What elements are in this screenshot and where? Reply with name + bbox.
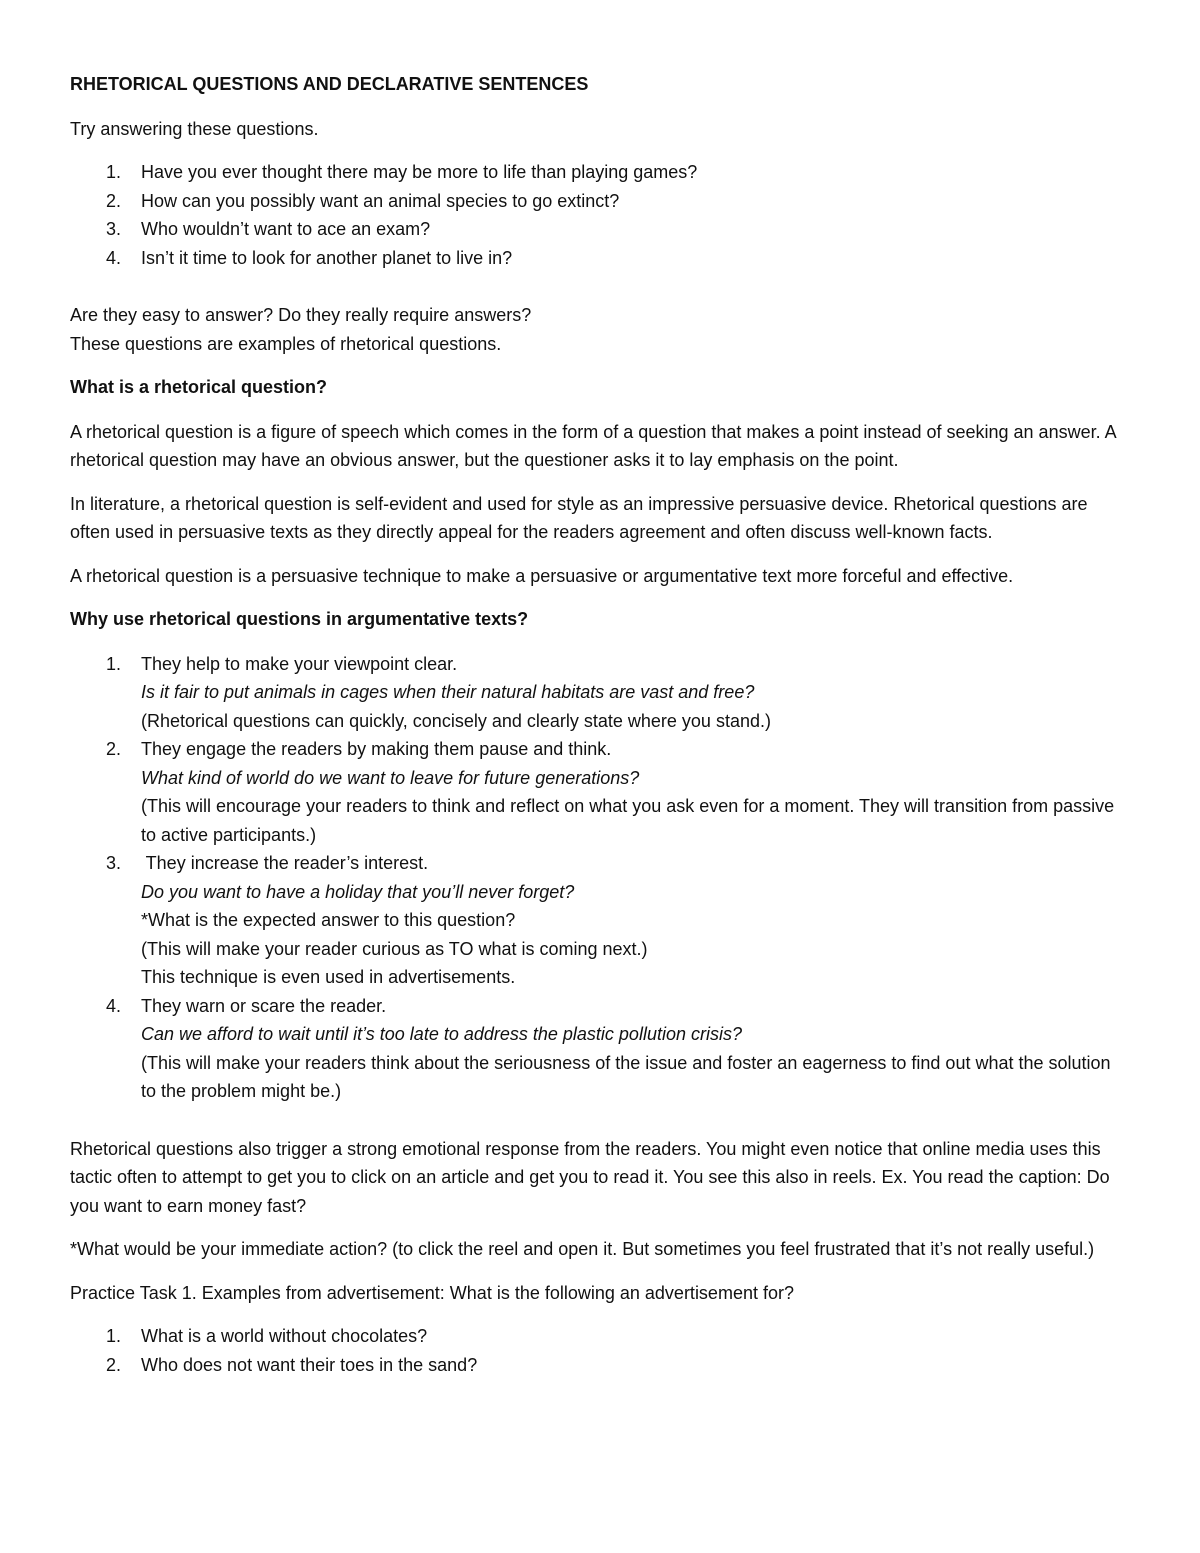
reasons-list bbox=[70, 650, 1130, 1106]
list-number: 2. bbox=[106, 1354, 122, 1375]
document-page bbox=[70, 70, 1130, 1408]
reason-example: What kind of world do we want to leave for future generations? bbox=[141, 767, 640, 788]
heading-why-use: Why use rhetorical questions in argumentative texts? bbox=[70, 609, 529, 629]
reason-main: They help to make your viewpoint clear. bbox=[141, 653, 458, 674]
list-number: 3. bbox=[106, 853, 122, 873]
list-number: 1. bbox=[106, 653, 122, 674]
list-item bbox=[70, 1351, 1130, 1380]
intro-text: Try answering these questions. bbox=[70, 118, 319, 139]
list-item bbox=[70, 187, 1130, 216]
practice-list bbox=[70, 1322, 1130, 1379]
reason-note: *What is the expected answer to this question? bbox=[141, 910, 516, 930]
list-text: How can you possibly want an animal species to go extinct? bbox=[141, 190, 620, 211]
reason-example: Can we afford to wait until it’s too late to address the plastic pollution crisis? bbox=[141, 1024, 742, 1044]
list-number: 1. bbox=[106, 162, 122, 182]
reason-example: Is it fair to put animals in cages when their natural habitats are vast and free? bbox=[141, 682, 755, 702]
reason-note: (Rhetorical questions can quickly, concisely and clearly state where you stand.) bbox=[141, 710, 771, 731]
list-text: Isn’t it time to look for another planet to live in? bbox=[141, 247, 513, 268]
reflection-line-1: Are they easy to answer? Do they really require answers? bbox=[70, 305, 532, 325]
heading-what-is: What is a rhetorical question? bbox=[70, 377, 328, 397]
list-text: Have you ever thought there may be more to life than playing games? bbox=[141, 162, 698, 182]
reason-note: (This will make your readers think about the seriousness of the issue and foster an eagerness to find out what the solution to the problem might be.) bbox=[141, 1052, 1111, 1101]
immediate-action-paragraph: *What would be your immediate action? (to click the reel and open it. But sometimes you feel frustrated that it’s not really useful.) bbox=[70, 1239, 1095, 1259]
list-number: 2. bbox=[106, 739, 122, 759]
reason-main: They engage the readers by making them pause and think. bbox=[141, 739, 612, 759]
list-item bbox=[70, 735, 1130, 849]
list-item bbox=[70, 244, 1130, 273]
list-text: Who does not want their toes in the sand? bbox=[141, 1354, 478, 1375]
reflection-line-2: These questions are examples of rhetorical questions. bbox=[70, 333, 502, 354]
reason-example: Do you want to have a holiday that you’ll never forget? bbox=[141, 881, 575, 902]
list-number: 3. bbox=[106, 219, 122, 239]
list-number: 4. bbox=[106, 247, 122, 268]
list-item bbox=[70, 849, 1130, 992]
list-item bbox=[70, 1322, 1130, 1351]
definition-paragraph-2: In literature, a rhetorical question is self-evident and used for style as an impressive persuasive device. Rhetorical questions are often used in persuasive texts as they directly appeal for the readers agreement and often discuss well-known facts. bbox=[70, 493, 1088, 542]
list-text: Who wouldn’t want to ace an exam? bbox=[141, 219, 431, 239]
list-text: What is a world without chocolates? bbox=[141, 1326, 428, 1346]
reason-main: They increase the reader’s interest. bbox=[141, 853, 429, 873]
list-number: 1. bbox=[106, 1326, 122, 1346]
reason-note: (This will make your reader curious as TO what is coming next.) bbox=[141, 938, 648, 959]
list-item bbox=[70, 650, 1130, 736]
definition-paragraph-3: A rhetorical question is a persuasive technique to make a persuasive or argumentative text more forceful and effective. bbox=[70, 565, 1014, 586]
reason-note: This technique is even used in advertisements. bbox=[141, 967, 516, 987]
list-number: 4. bbox=[106, 995, 122, 1016]
list-number: 2. bbox=[106, 190, 122, 211]
list-item bbox=[70, 992, 1130, 1106]
questions-list bbox=[70, 158, 1130, 272]
reason-main: They warn or scare the reader. bbox=[141, 995, 387, 1016]
document-title: RHETORICAL QUESTIONS AND DECLARATIVE SENTENCES bbox=[70, 74, 589, 94]
definition-paragraph-1: A rhetorical question is a figure of speech which comes in the form of a question that makes a point instead of seeking an answer. A rhetorical question may have an obvious answer, but the questioner asks it to lay emphasis on the point. bbox=[70, 421, 1116, 470]
practice-task-heading: Practice Task 1. Examples from advertisement: What is the following an advertisement for? bbox=[70, 1282, 794, 1303]
list-item bbox=[70, 158, 1130, 187]
emotional-response-paragraph: Rhetorical questions also trigger a strong emotional response from the readers. You might even notice that online media uses this tactic often to attempt to get you to click on an article and get you to read it. You see this also in reels. Ex. You read the caption: Do you want to earn money fast? bbox=[70, 1138, 1110, 1216]
list-item bbox=[70, 215, 1130, 244]
reason-note: (This will encourage your readers to think and reflect on what you ask even for a moment. They will transition from passive to active participants.) bbox=[141, 796, 1115, 845]
